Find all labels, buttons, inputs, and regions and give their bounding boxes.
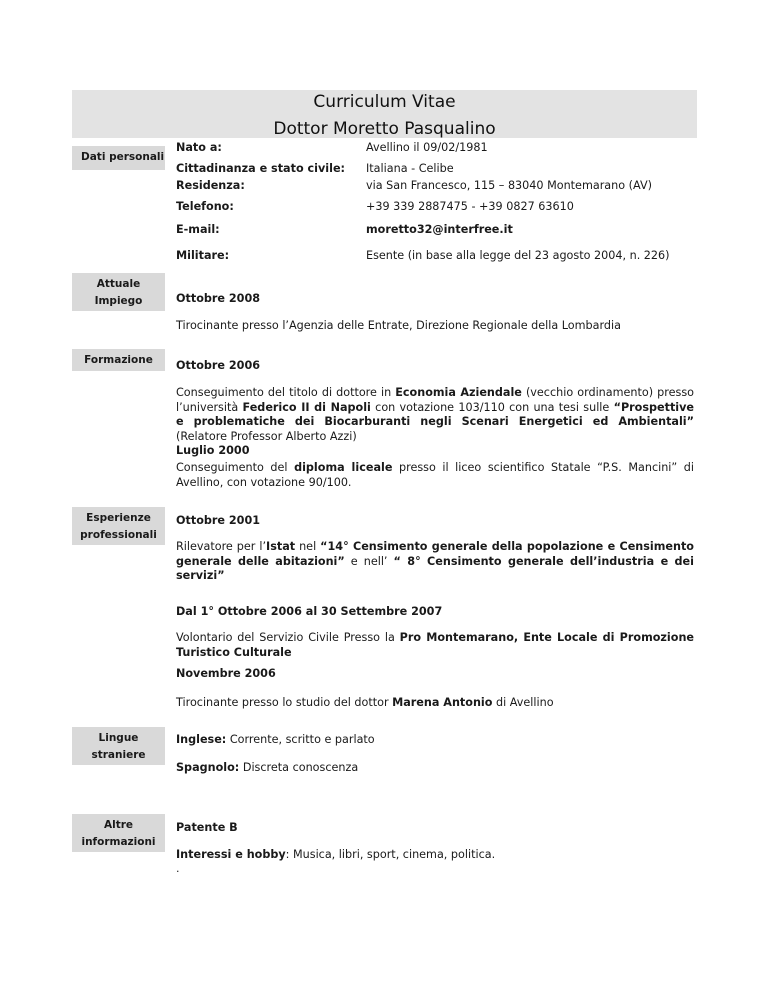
section-label-education: Formazione [72, 349, 165, 371]
experience-text-2001 [176, 540, 694, 584]
experience-text-2006 [176, 696, 554, 711]
personal-label-military: Militare: [176, 249, 230, 262]
personal-value-phone: +39 339 2887475 - +39 0827 63610 [366, 200, 574, 213]
personal-label-residence: Residenza: [176, 179, 245, 192]
experience-date-2001: Ottobre 2001 [176, 514, 261, 527]
text-run: Volontario del Servizio Civile Presso la [176, 631, 400, 644]
text-run: Rilevatore per l’ [176, 540, 267, 553]
driving-license: Patente B [176, 821, 238, 834]
section-label-languages [72, 727, 165, 765]
text-run: (vecchio ordinamento) presso l’università [176, 386, 695, 414]
section-label-current-job [72, 273, 165, 311]
text-run: con votazione 103/110 con una tesi sulle [370, 400, 614, 414]
census-title: “ 8° Censimento generale dell’industria e dei servizi” [176, 554, 694, 582]
education-text-2000 [176, 461, 694, 490]
personal-value-citizenship: Italiana - Celibe [366, 162, 454, 175]
personal-value-military: Esente (in base alla legge del 23 agosto 2004, n. 226) [366, 249, 670, 262]
current-job-date: Ottobre 2008 [176, 292, 261, 305]
personal-label-phone: Telefono: [176, 200, 234, 213]
language-name: Spagnolo: [176, 761, 240, 774]
section-label-other-info-line2: informazioni [81, 836, 156, 848]
university-name: Federico II di Napoli [242, 400, 371, 414]
text-run: di Avellino [492, 696, 554, 709]
document-title: Curriculum Vitae [313, 92, 456, 112]
text-run: Conseguimento del [176, 461, 295, 474]
personal-value-residence: via San Francesco, 115 – 83040 Montemarano (AV) [366, 179, 652, 192]
text-run: e nell’ [344, 554, 394, 568]
language-english [176, 733, 375, 748]
section-label-experience [72, 507, 165, 545]
section-label-current-job-line1: Attuale [96, 278, 141, 290]
language-name: Inglese: [176, 733, 227, 746]
section-label-other-info [72, 814, 165, 852]
current-job-text: Tirocinante presso l’Agenzia delle Entrate, Direzione Regionale della Lombardia [176, 319, 621, 332]
language-level: Discreta conoscenza [239, 761, 359, 774]
language-level: Corrente, scritto e parlato [226, 733, 375, 746]
section-label-experience-line2: professionali [80, 529, 157, 541]
experience-date-civil-service: Dal 1° Ottobre 2006 al 30 Settembre 2007 [176, 605, 443, 618]
organization-name: Istat [266, 540, 296, 553]
language-spanish [176, 761, 358, 776]
personal-label-email: E-mail: [176, 223, 220, 236]
experience-date-2006: Novembre 2006 [176, 667, 276, 680]
organization-name: Pro Montemarano, Ente Locale di Promozione Turistico Culturale [176, 631, 694, 659]
text-run: presso il liceo scientifico Statale “P.S. Mancini” di Avellino, con votazione 90/100. [176, 461, 694, 489]
section-label-languages-line1: Lingue [98, 732, 139, 744]
interests-label: Interessi e hobby [176, 848, 286, 861]
trailing-dot: . [176, 862, 180, 875]
text-run: (Relatore Professor Alberto Azzi) [176, 429, 357, 443]
personal-value-email: moretto32@interfree.it [366, 223, 513, 236]
census-title: “14° Censimento generale della popolazione e Censimento generale delle abitazioni” [176, 540, 694, 568]
section-label-experience-line1: Esperienze [86, 512, 151, 524]
interests-text: : Musica, libri, sport, cinema, politica. [285, 848, 496, 861]
education-text-2006 [176, 386, 694, 444]
text-run: nel [295, 540, 321, 553]
section-label-languages-line2: straniere [91, 749, 146, 761]
diploma-name: diploma liceale [294, 461, 393, 474]
personal-value-birth: Avellino il 09/02/1981 [366, 141, 488, 154]
degree-name: Economia Aziendale [395, 386, 522, 399]
person-name: Marena Antonio [392, 696, 493, 709]
personal-label-citizenship: Cittadinanza e stato civile: [176, 162, 346, 175]
interests [176, 848, 495, 863]
section-label-personal: Dati personali [72, 146, 165, 170]
section-label-other-info-line1: Altre [103, 819, 134, 831]
education-date-2006: Ottobre 2006 [176, 359, 261, 372]
section-label-current-job-line2: Impiego [94, 295, 143, 307]
personal-label-birth: Nato a: [176, 141, 222, 154]
experience-text-civil-service [176, 631, 694, 660]
text-run: Conseguimento del titolo di dottore in [176, 386, 396, 399]
education-date-2000: Luglio 2000 [176, 444, 250, 457]
candidate-name: Dottor Moretto Pasqualino [273, 119, 496, 139]
thesis-title: “Prospettive e problematiche dei Biocarburanti negli Scenari Energetici ed Ambientali” [176, 400, 695, 428]
text-run: Tirocinante presso lo studio del dottor [176, 696, 393, 709]
